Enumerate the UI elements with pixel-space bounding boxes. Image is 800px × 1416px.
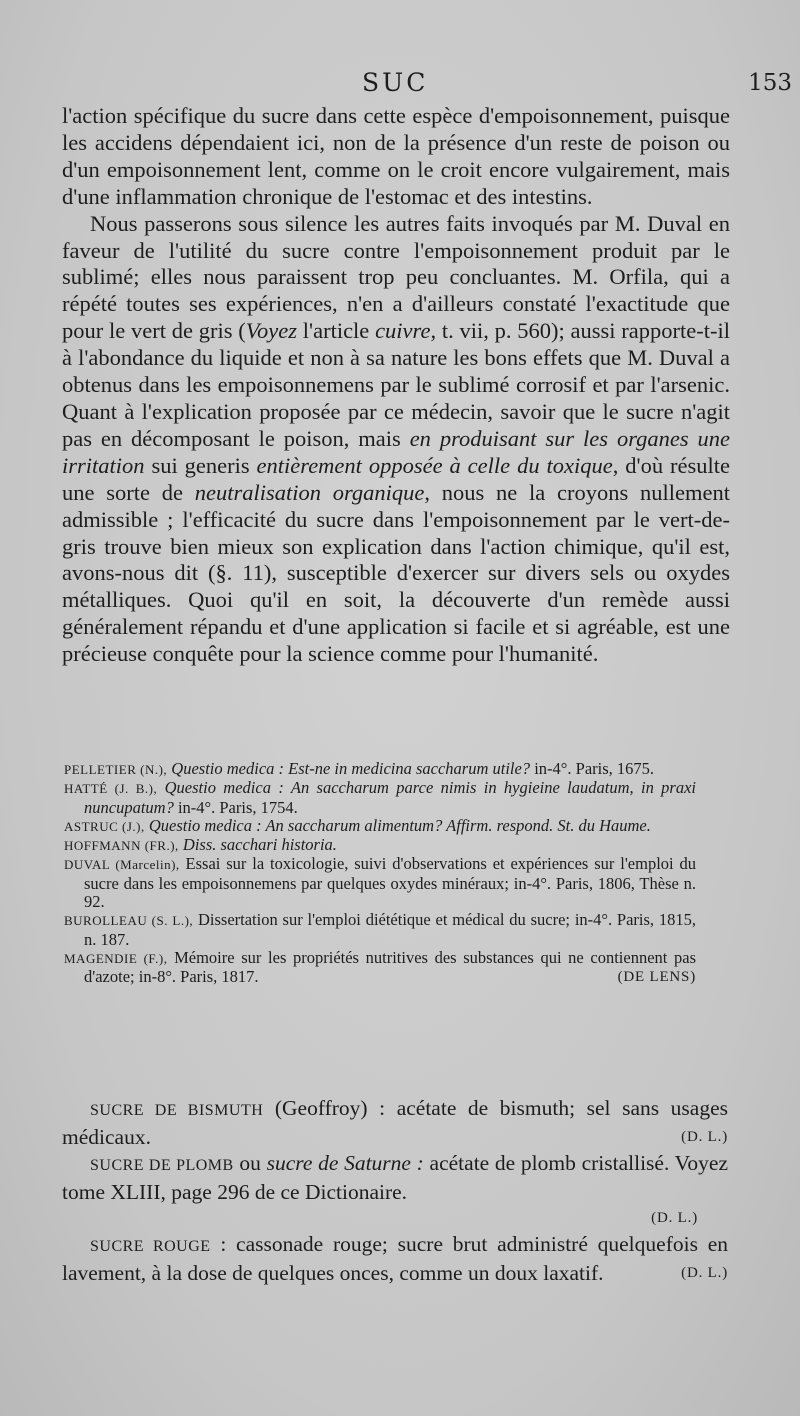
- page-header: [62, 68, 792, 102]
- italic-cuivre: cuivre: [375, 318, 431, 344]
- running-title: SUC: [362, 68, 429, 97]
- entry-signature: (D. L.): [651, 1210, 698, 1226]
- entry-title: Diss. sacchari historia.: [182, 835, 337, 855]
- page-number: 153: [748, 70, 792, 96]
- entry-title: Questio medica : An saccharum parce nimis in hygieine laudatum, in praxi nuncupatum?: [84, 778, 697, 817]
- entry-rest: in-4°. Paris, 1675.: [530, 759, 655, 778]
- entry-rest: Essai sur la toxicologie, suivi d'observations et expériences sur l'emploi du sucre dans les empoisonnemens par quelques oxydes minéraux; in-4°. Paris, 1806, Thèse n. 92.: [84, 854, 696, 912]
- dictionary-entries: [62, 1095, 728, 1286]
- entry-rest: Mémoire sur les propriétés nutritives des substances qui ne contiennent pas d'azote; in-8°. Paris, 1817.: [84, 947, 697, 987]
- text-run: , d'où résulte une sorte de: [62, 452, 730, 505]
- entry-text: ou: [233, 1151, 267, 1175]
- entry-author: MAGENDIE (F.),: [64, 950, 168, 966]
- entry-head: SUCRE DE PLOMB: [90, 1157, 234, 1174]
- entry-author: ASTRUC (J.),: [64, 818, 145, 834]
- italic-voyez: Voyez: [245, 318, 298, 344]
- paragraph-2: [62, 211, 730, 668]
- dictionary-entry: [62, 1231, 728, 1286]
- bibliography-signature: (DE LENS): [617, 969, 696, 986]
- paragraph-1: l'action spécifique du sucre dans cette espèce d'empoisonnement, puisque les accidens dépendaient ici, non de la présence d'un reste de poison ou d'un empoisonnement lent, comme on le croit encore vulgairement, mais d'une inflammation chronique de l'estomac et des intestins.: [62, 103, 730, 209]
- entry-head: SUCRE ROUGE: [90, 1238, 211, 1255]
- entry-text: (Geoffroy) : acétate de bismuth; sel sans usages médicaux.: [62, 1096, 728, 1149]
- dictionary-entry: [62, 1150, 728, 1205]
- entry-head: SUCRE DE BISMUTH: [90, 1102, 264, 1119]
- main-text: [62, 103, 730, 668]
- italic-phrase: en produisant sur les organes une irritation: [62, 425, 730, 478]
- bibliography-entry: [64, 911, 696, 949]
- bibliography-entry: [64, 760, 696, 779]
- bibliography-entry: [64, 836, 696, 855]
- entry-text: : cassonade rouge; sucre brut administré quelquefois en lavement, à la dose de quelques onces, comme un doux laxatif.: [62, 1232, 728, 1285]
- text-run: Nous passerons sous silence les autres faits invoqués par M. Duval en faveur de l'utilité du sucre contre l'empoisonnement produit par le sublimé; elles nous paraissent trop peu concluantes. M. Orfila, qui a répété toutes ses expériences, n'en a d'ailleurs constaté l'exactitude que pour le vert de gris (: [62, 210, 730, 344]
- text-run: l'article: [297, 318, 376, 344]
- dictionary-entry: [62, 1095, 728, 1150]
- bibliography: [64, 760, 696, 987]
- entry-author: HOFFMANN (FR.),: [64, 838, 179, 854]
- entry-title: Questio medica : An saccharum alimentum? Affirm. respond. St. du Haume.: [148, 815, 651, 835]
- text-run: , t. vii, p. 560); aussi rapporte-t-il à l'abondance du liquide et non à sa nature les bons effets que M. Duval a obtenus dans les empoisonnemens par le sublimé corrosif et par l'arsenic. Quant à l'explication proposée par ce médecin, savoir que le sucre n'agit pas en décomposant le poison, mais: [62, 318, 730, 451]
- entry-signature: (D. L.): [681, 1265, 728, 1281]
- bibliography-entry: [64, 779, 696, 817]
- text-run: , nous ne la croyons nullement admissible ; l'efficacité du sucre dans l'empoisonnement par le vert-de-gris trouve bien mieux son explication dans l'action chimique, qu'il est, avons-nous dit (§. 11), susceptible d'exercer sur divers sels ou oxydes métalliques. Quoi qu'il en soit, la découverte d'un remède aussi généralement répandu et d'une application si facile et si agréable, est une précieuse conquête pour la science comme pour l'humanité.: [62, 479, 730, 667]
- entry-author: PELLETIER (N.),: [64, 762, 168, 777]
- entry-author: BUROLLEAU (S. L.),: [64, 913, 194, 929]
- bibliography-entry: [64, 855, 696, 911]
- entry-signature: (D. L.): [681, 1129, 728, 1145]
- bibliography-entry: [64, 817, 696, 836]
- entry-author: HATTÉ (J. B.),: [64, 781, 158, 797]
- entry-rest: Dissertation sur l'emploi diététique et médical du sucre; in-4°. Paris, 1815, n. 187.: [84, 910, 696, 949]
- entry-text: acétate de plomb cristallisé. Voyez tome XLIII, page 296 de ce Dictionaire.: [62, 1151, 728, 1204]
- entry-rest: in-4°. Paris, 1754.: [173, 797, 298, 817]
- entry-title: Questio medica : Est-ne in medicina saccharum utile?: [171, 759, 531, 778]
- italic-phrase: neutralisation organique: [194, 479, 425, 505]
- italic-phrase: entièrement opposée à celle du toxique: [256, 452, 613, 478]
- entry-author: DUVAL (Marcelin),: [64, 857, 180, 873]
- text-run: sui generis: [144, 452, 257, 478]
- bibliography-entry: [64, 949, 696, 987]
- entry-italic: sucre de Saturne :: [266, 1151, 424, 1175]
